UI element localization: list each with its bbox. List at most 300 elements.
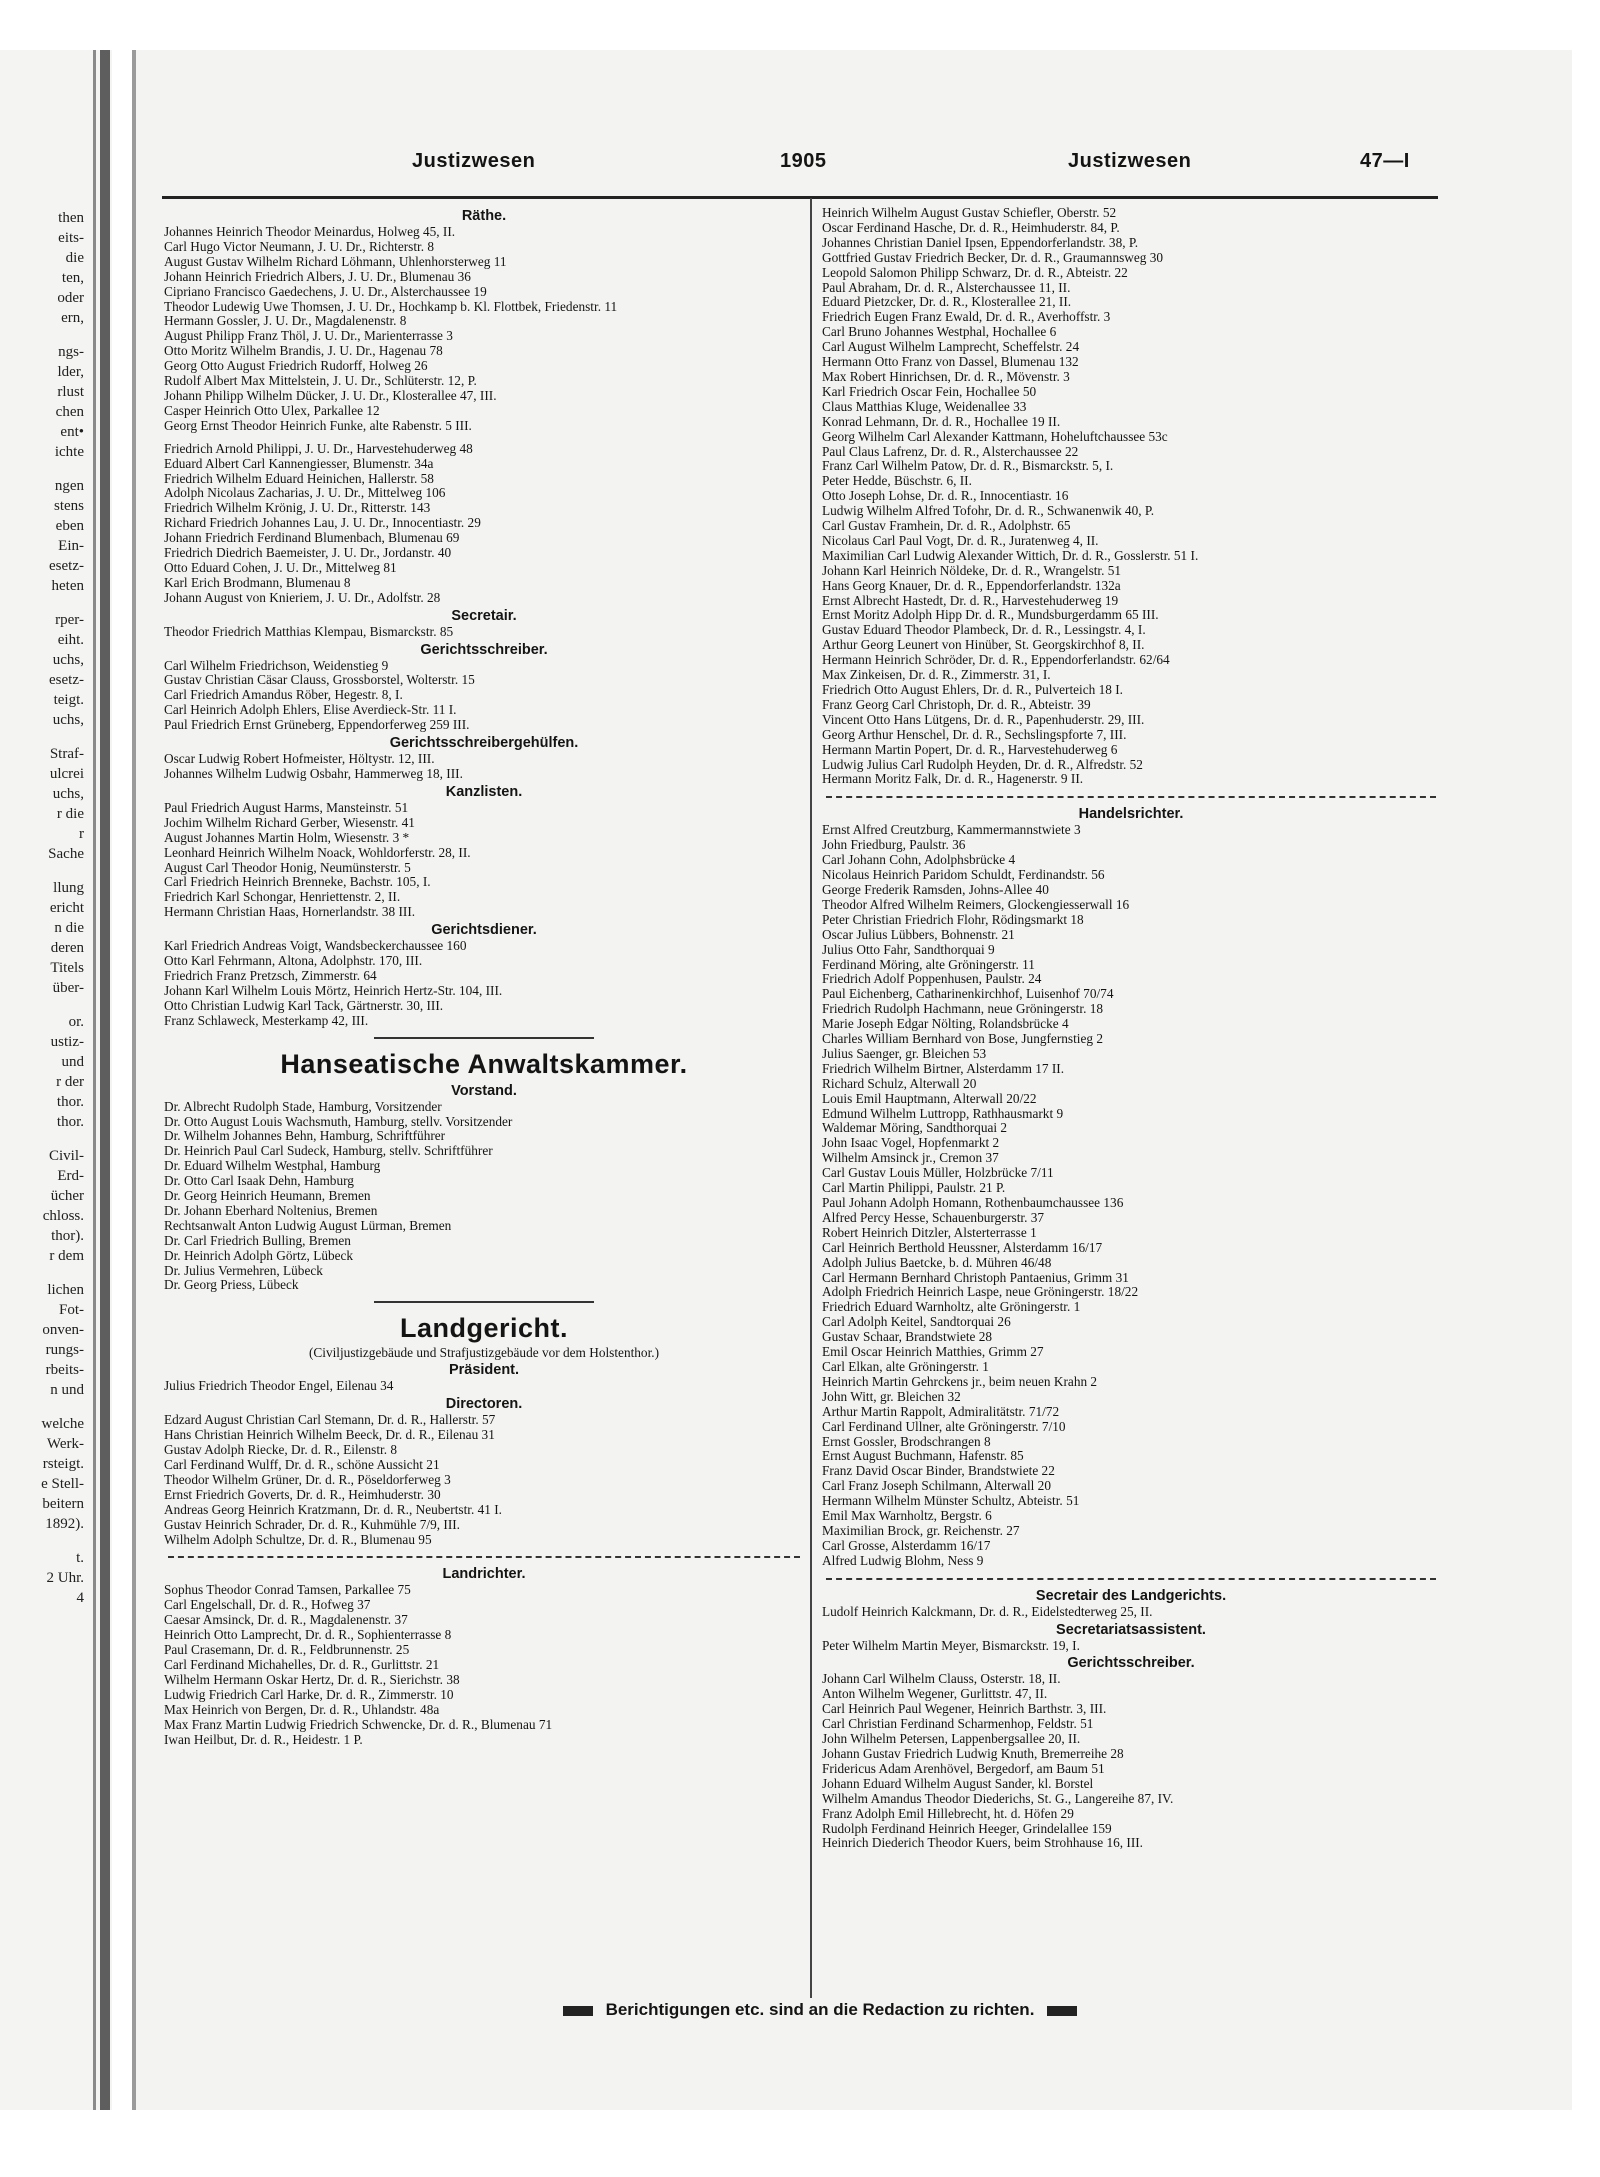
list-item: Franz Carl Wilhelm Patow, Dr. d. R., Bismarckstr. 5, I. — [822, 459, 1114, 474]
anwaltskammer-title: Hanseatische Anwaltskammer. — [280, 1048, 688, 1079]
list-item: Hans Georg Knauer, Dr. d. R., Eppendorferlandstr. 132a — [822, 578, 1121, 593]
margin-fragment: stens — [54, 498, 84, 514]
dashed-separator — [826, 796, 1436, 798]
list-item: August Gustav Wilhelm Richard Löhmann, Uhlenhorsterweg 11 — [164, 254, 507, 269]
previous-page-edge — [0, 50, 112, 2110]
header-rule — [162, 196, 1438, 199]
list-item: Oscar Julius Lübbers, Bohnenstr. 21 — [822, 927, 1015, 942]
section-title-secretair: Secretair. — [451, 607, 517, 624]
margin-fragment: lichen — [47, 1282, 84, 1298]
directoren-list — [164, 1413, 804, 1547]
margin-fragment: Sache — [48, 846, 84, 862]
list-item: Paul Friedrich Ernst Grüneberg, Eppendorferweg 259 III. — [164, 718, 470, 733]
list-item: Otto Christian Ludwig Karl Tack, Gärtnerstr. 30, III. — [164, 998, 444, 1013]
section-title-assistent: Secretariatsassistent. — [1056, 1621, 1206, 1638]
list-item: Robert Heinrich Ditzler, Alsterterrasse 1 — [822, 1225, 1037, 1240]
landrichter-continued-list — [822, 206, 1440, 787]
list-item: Ferdinand Möring, alte Gröningerstr. 11 — [822, 957, 1035, 972]
raethe-list — [164, 225, 804, 434]
margin-fragment: ichte — [54, 444, 84, 460]
margin-fragment: rbeits- — [45, 1362, 84, 1378]
list-item: Peter Wilhelm Martin Meyer, Bismarckstr. 19, I. — [822, 1638, 1080, 1653]
margin-fragment: uchs, — [52, 652, 84, 668]
margin-fragment: deren — [50, 940, 84, 956]
list-item: Carl Gustav Louis Müller, Holzbrücke 7/11 — [822, 1166, 1054, 1181]
margin-fragment: chen — [55, 404, 84, 420]
list-item: Ernst Friedrich Goverts, Dr. d. R., Heimhuderstr. 30 — [164, 1487, 441, 1502]
gerichtsschreiber-lg-list — [822, 1672, 1440, 1851]
margin-fragment: oder — [57, 290, 84, 306]
list-item: Charles William Bernhard von Bose, Jungfernstieg 2 — [822, 1032, 1103, 1047]
list-item: Konrad Lehmann, Dr. d. R., Hochallee 19 II. — [822, 414, 1061, 429]
right-column — [822, 206, 1440, 1851]
section-title-handelsrichter: Handelsrichter. — [1078, 806, 1184, 823]
list-item: Peter Christian Friedrich Flohr, Rödingsmarkt 18 — [822, 912, 1084, 927]
list-item: Carl Adolph Keitel, Sandtorquai 26 — [822, 1315, 1011, 1330]
list-item: Arthur Georg Leunert von Hinüber, St. Georgskirchhof 8, II. — [822, 638, 1145, 653]
list-item: Caesar Amsinck, Dr. d. R., Magdalenenstr. 37 — [164, 1613, 408, 1628]
list-item: Friedrich Arnold Philippi, J. U. Dr., Harvestehuderweg 48 — [164, 441, 473, 456]
list-item: Johannes Wilhelm Ludwig Osbahr, Hammerweg 18, III. — [164, 767, 463, 781]
margin-fragment: ern, — [61, 310, 84, 326]
list-item: Hermann Christian Haas, Hornerlandstr. 38 III. — [164, 905, 416, 920]
list-item: Oscar Ferdinand Hasche, Dr. d. R., Heimhuderstr. 84, P. — [822, 220, 1120, 235]
list-item: Claus Matthias Kluge, Weidenallee 33 — [822, 399, 1027, 414]
praesident-list — [164, 1379, 804, 1394]
list-item: Dr. Heinrich Adolph Görtz, Lübeck — [164, 1248, 354, 1263]
list-item: Louis Emil Hauptmann, Alterwall 20/22 — [822, 1091, 1037, 1106]
list-item: Carl Johann Cohn, Adolphsbrücke 4 — [822, 853, 1016, 868]
list-item: Marie Joseph Edgar Nölting, Rolandsbrücke 4 — [822, 1017, 1069, 1032]
list-item: August Carl Theodor Honig, Neumünsterstr. 5 — [164, 860, 411, 875]
list-item: Ludwig Wilhelm Alfred Tofohr, Dr. d. R., Schwanenwik 40, P. — [822, 504, 1155, 519]
left-column — [164, 206, 804, 1747]
list-item: Franz Georg Carl Christoph, Dr. d. R., Abteistr. 39 — [822, 697, 1091, 712]
handelsrichter-list — [822, 823, 1440, 1568]
list-item: Casper Heinrich Otto Ulex, Parkallee 12 — [164, 403, 380, 418]
list-item: Heinrich Martin Gehrckens jr., beim neuen Krahn 2 — [822, 1374, 1098, 1389]
list-item: Carl Ferdinand Wulff, Dr. d. R., schöne Aussicht 21 — [164, 1458, 440, 1472]
list-item: Hermann Gossler, J. U. Dr., Magdalenenstr. 8 — [164, 314, 407, 329]
list-item: Johann Philipp Wilhelm Dücker, J. U. Dr., Klosterallee 47, III. — [164, 388, 497, 403]
list-item: Gustav Heinrich Schrader, Dr. d. R., Kuhmühle 7/9, III. — [164, 1517, 460, 1532]
margin-fragment: 2 Uhr. — [46, 1570, 84, 1586]
list-item: Ernst Moritz Adolph Hipp Dr. d. R., Mundsburgerdamm 65 III. — [822, 608, 1159, 623]
list-item: Andreas Georg Heinrich Kratzmann, Dr. d. R., Neubertstr. 41 I. — [164, 1502, 502, 1517]
list-item: Johann Carl Wilhelm Clauss, Osterstr. 18, II. — [822, 1672, 1061, 1687]
dashed-separator — [168, 1556, 800, 1558]
list-item: John Witt, gr. Bleichen 32 — [822, 1389, 961, 1404]
list-item: Richard Friedrich Johannes Lau, J. U. Dr., Innocentiastr. 29 — [164, 516, 481, 531]
list-item: Carl Ferdinand Ullner, alte Gröningerstr. 7/10 — [822, 1419, 1066, 1434]
margin-fragment: Ein- — [58, 538, 84, 554]
list-item: Wilhelm Adolph Schultze, Dr. d. R., Blumenau 95 — [164, 1532, 432, 1547]
list-item: Carl Martin Philippi, Paulstr. 21 P. — [822, 1181, 1006, 1196]
margin-fragment: 4 — [76, 1590, 84, 1606]
list-item: John Isaac Vogel, Hopfenmarkt 2 — [822, 1136, 1000, 1151]
list-item: Dr. Heinrich Paul Carl Sudeck, Hamburg, stellv. Schriftführer — [164, 1144, 493, 1159]
list-item: Dr. Albrecht Rudolph Stade, Hamburg, Vorsitzender — [164, 1099, 442, 1114]
list-item: John Friedburg, Paulstr. 36 — [822, 838, 966, 853]
list-item: Oscar Ludwig Robert Hofmeister, Höltystr. 12, III. — [164, 752, 435, 767]
list-item: Julius Friedrich Theodor Engel, Eilenau 34 — [164, 1379, 394, 1394]
list-item: Cipriano Francisco Gaedechens, J. U. Dr., Alsterchaussee 19 — [164, 284, 487, 299]
list-item: Fridericus Adam Arenhövel, Bergedorf, am Baum 51 — [822, 1761, 1105, 1776]
footer-text: Berichtigungen etc. sind an die Redaction zu richten. — [605, 2000, 1035, 2019]
section-title-gerichtsschreiber-lg: Gerichtsschreiber. — [1067, 1655, 1195, 1672]
margin-fragment: Civil- — [48, 1148, 84, 1164]
list-item: Theodor Ludewig Uwe Thomsen, J. U. Dr., Hochkamp b. Kl. Flottbek, Friedenstr. 11 — [164, 299, 618, 314]
list-item: Dr. Georg Priess, Lübeck — [164, 1278, 299, 1293]
section-title-gerichtsdiener: Gerichtsdiener. — [431, 922, 537, 939]
list-item: Anton Wilhelm Wegener, Gurlittstr. 47, II. — [822, 1687, 1048, 1702]
list-item: Edmund Wilhelm Luttropp, Rathhausmarkt 9 — [822, 1106, 1064, 1121]
list-item: Carl Elkan, alte Gröningerstr. 1 — [822, 1359, 989, 1374]
list-item: Julius Saenger, gr. Bleichen 53 — [822, 1046, 987, 1061]
list-item: Paul Eichenberg, Catharinenkirchhof, Luisenhof 70/74 — [822, 987, 1114, 1002]
list-item: Johannes Heinrich Theodor Meinardus, Holweg 45, II. — [164, 225, 456, 239]
section-title-directoren: Directoren. — [445, 1396, 523, 1413]
list-item: Johann August von Knieriem, J. U. Dr., Adolfstr. 28 — [164, 590, 441, 605]
list-item: Maximilian Carl Ludwig Alexander Wittich, Dr. d. R., Gosslerstr. 51 I. — [822, 548, 1199, 563]
list-item: Carl Bruno Johannes Westphal, Hochallee 6 — [822, 325, 1057, 340]
margin-fragment: die — [65, 250, 84, 266]
list-item: Rechtsanwalt Anton Ludwig August Lürman, Bremen — [164, 1218, 452, 1233]
list-item: Carl Hugo Victor Neumann, J. U. Dr., Richterstr. 8 — [164, 239, 435, 254]
list-item: Carl August Wilhelm Lamprecht, Scheffelstr. 24 — [822, 340, 1080, 355]
list-item: Carl Hermann Bernhard Christoph Pantaenius, Grimm 31 — [822, 1270, 1129, 1285]
list-item: Dr. Otto August Louis Wachsmuth, Hamburg, stellv. Vorsitzender — [164, 1114, 513, 1129]
list-item: Otto Karl Fehrmann, Altona, Adolphstr. 170, III. — [164, 954, 423, 969]
list-item: Paul Crasemann, Dr. d. R., Feldbrunnenstr. 25 — [164, 1643, 410, 1658]
list-item: Emil Oscar Heinrich Matthies, Grimm 27 — [822, 1345, 1044, 1360]
list-item: Franz David Oscar Binder, Brandstwiete 22 — [822, 1464, 1055, 1479]
margin-fragment: rungs- — [45, 1342, 84, 1358]
margin-fragment: Erd- — [57, 1168, 84, 1184]
assistent-list — [822, 1639, 1440, 1654]
list-item: Max Zinkeisen, Dr. d. R., Zimmerstr. 31, I. — [822, 668, 1051, 683]
secretair-list — [164, 625, 804, 640]
list-item: Friedrich Franz Pretzsch, Zimmerstr. 64 — [164, 968, 377, 983]
list-item: Rudolf Albert Max Mittelstein, J. U. Dr., Schlüterstr. 12, P. — [164, 374, 477, 389]
margin-fragment: esetz- — [49, 558, 84, 574]
list-item: Friedrich Otto August Ehlers, Dr. d. R., Pulverteich 18 I. — [822, 683, 1123, 697]
list-item: Gustav Eduard Theodor Plambeck, Dr. d. R., Lessingstr. 4, I. — [822, 623, 1146, 638]
margin-fragment: lder, — [57, 364, 84, 380]
list-item: George Frederik Ramsden, Johns-Allee 40 — [822, 882, 1049, 897]
list-item: Johann Heinrich Friedrich Albers, J. U. Dr., Blumenau 36 — [164, 269, 471, 284]
list-item: Carl Wilhelm Friedrichson, Weidenstieg 9 — [164, 658, 389, 673]
margin-fragment: ericht — [49, 900, 84, 916]
list-item: Adolph Nicolaus Zacharias, J. U. Dr., Mittelweg 106 — [164, 486, 446, 501]
list-item: Johann Eduard Wilhelm August Sander, kl. Borstel — [822, 1776, 1094, 1791]
dashed-separator — [826, 1578, 1436, 1580]
section-title-kanzlisten: Kanzlisten. — [445, 783, 523, 800]
list-item: Nicolaus Heinrich Paridom Schuldt, Ferdinandstr. 56 — [822, 868, 1105, 883]
list-item: Hermann Otto Franz von Dassel, Blumenau 132 — [822, 355, 1079, 370]
margin-fragment: llung — [53, 880, 84, 896]
list-item: Richard Schulz, Alterwall 20 — [822, 1076, 977, 1091]
divider-rule — [374, 1301, 594, 1303]
list-item: Georg Arthur Henschel, Dr. d. R., Sechslingspforte 7, III. — [822, 727, 1127, 742]
list-item: Dr. Johann Eberhard Noltenius, Bremen — [164, 1203, 378, 1218]
gerichtsdiener-list — [164, 939, 804, 1028]
landrichter-list — [164, 1583, 804, 1747]
list-item: Hermann Heinrich Schröder, Dr. d. R., Eppendorferlandstr. 62/64 — [822, 653, 1170, 668]
list-item: Vincent Otto Hans Lütgens, Dr. d. R., Papenhuderstr. 29, III. — [822, 712, 1145, 727]
list-item: Sophus Theodor Conrad Tamsen, Parkallee 75 — [164, 1583, 411, 1598]
list-item: Carl Christian Ferdinand Scharmenhop, Feldstr. 51 — [822, 1717, 1094, 1732]
margin-fragment: Werk- — [46, 1436, 84, 1452]
margin-fragment: ulcrei — [49, 766, 84, 782]
list-item: Nicolaus Carl Paul Vogt, Dr. d. R., Juratenweg 4, II. — [822, 533, 1099, 548]
page-header — [140, 150, 1440, 184]
section-title-raethe: Räthe. — [461, 208, 507, 224]
list-item: Karl Erich Brodmann, Blumenau 8 — [164, 575, 351, 590]
margin-fragment: then — [58, 210, 84, 226]
list-item: Waldemar Möring, Sandthorquai 2 — [822, 1121, 1008, 1136]
margin-fragment: ücher — [50, 1188, 84, 1204]
margin-fragment: n und — [50, 1382, 84, 1398]
list-item: Carl Friedrich Heinrich Brenneke, Bachstr. 105, I. — [164, 875, 431, 890]
list-item: Theodor Alfred Wilhelm Reimers, Glockengiesserwall 16 — [822, 897, 1130, 912]
list-item: Friedrich Eduard Warnholtz, alte Gröningerstr. 1 — [822, 1300, 1081, 1315]
list-item: Wilhelm Amsinck jr., Cremon 37 — [822, 1151, 999, 1166]
list-item: Gustav Christian Cäsar Clauss, Grossborstel, Wolterstr. 15 — [164, 673, 475, 688]
list-item: Friedrich Eugen Franz Ewald, Dr. d. R., Averhoffstr. 3 — [822, 310, 1111, 325]
section-title-landrichter: Landrichter. — [442, 1566, 526, 1583]
list-item: Hermann Wilhelm Münster Schultz, Abteistr. 51 — [822, 1494, 1080, 1509]
divider-rule — [374, 1037, 594, 1039]
margin-fragment: über- — [52, 980, 84, 996]
list-item: Carl Franz Joseph Schilmann, Alterwall 20 — [822, 1479, 1051, 1494]
list-item: Carl Friedrich Amandus Röber, Hegestr. 8, I. — [164, 688, 403, 703]
section-title-secretair-landgericht: Secretair des Landgerichts. — [1035, 1587, 1227, 1604]
list-item: Hans Christian Heinrich Wilhelm Beeck, Dr. d. R., Eilenau 31 — [164, 1428, 495, 1443]
margin-fragment: eits- — [58, 230, 84, 246]
vorstand-list — [164, 1100, 804, 1294]
list-item: Julius Otto Fahr, Sandthorquai 9 — [822, 942, 995, 957]
secretair-landgericht-list — [822, 1605, 1440, 1620]
margin-fragment: thor). — [51, 1228, 84, 1244]
pointing-hand-icon — [563, 2006, 593, 2016]
list-item: Rudolph Ferdinand Heinrich Heeger, Grindelallee 159 — [822, 1821, 1112, 1836]
list-item: Ernst Alfred Creutzburg, Kammermannstwiete 3 — [822, 823, 1081, 838]
list-item: Ernst August Buchmann, Hafenstr. 85 — [822, 1449, 1024, 1464]
margin-fragment: 1892). — [45, 1516, 84, 1532]
list-item: Ludolf Heinrich Kalckmann, Dr. d. R., Eidelstedterweg 25, II. — [822, 1604, 1153, 1619]
list-item: Friedrich Karl Schongar, Henriettenstr. 2, II. — [164, 890, 401, 905]
footer-notice — [420, 2000, 1220, 2028]
list-item: Gottfried Gustav Friedrich Becker, Dr. d. R., Graumannsweg 30 — [822, 250, 1164, 265]
list-item: Iwan Heilbut, Dr. d. R., Heidestr. 1 P. — [164, 1732, 363, 1747]
list-item: Otto Eduard Cohen, J. U. Dr., Mittelweg 81 — [164, 560, 397, 575]
list-item: Gustav Schaar, Brandstwiete 28 — [822, 1330, 993, 1345]
list-item: Karl Friedrich Andreas Voigt, Wandsbeckerchaussee 160 — [164, 939, 467, 954]
section-title-gerichtsschreiber: Gerichtsschreiber. — [420, 641, 548, 658]
list-item: Dr. Otto Carl Isaak Dehn, Hamburg — [164, 1174, 354, 1189]
list-item: Heinrich Wilhelm August Gustav Schiefler, Oberstr. 52 — [822, 206, 1117, 220]
margin-fragment: heten — [51, 578, 84, 594]
list-item: Carl Ferdinand Michahelles, Dr. d. R., Gurlittstr. 21 — [164, 1657, 440, 1672]
list-item: Adolph Julius Baetcke, b. d. Mühren 46/48 — [822, 1255, 1052, 1270]
margin-fragment: e Stell- — [41, 1476, 84, 1492]
list-item: Hermann Moritz Falk, Dr. d. R., Hagenerstr. 9 II. — [822, 772, 1084, 787]
list-item: John Wilhelm Petersen, Lappenbergsallee 20, II. — [822, 1732, 1081, 1747]
list-item: Franz Schlaweck, Mesterkamp 42, III. — [164, 1013, 369, 1028]
list-item: Adolph Friedrich Heinrich Laspe, neue Gröningerstr. 18/22 — [822, 1285, 1139, 1300]
list-item: Eduard Pietzcker, Dr. d. R., Klosterallee 21, II. — [822, 295, 1072, 310]
header-year: 1905 — [780, 150, 827, 172]
list-item: Emil Max Warnholtz, Bergstr. 6 — [822, 1509, 992, 1524]
margin-fragment: ten, — [61, 270, 84, 286]
raethe-list-2 — [164, 442, 804, 606]
section-title-gehuelfen: Gerichtsschreibergehülfen. — [389, 735, 579, 752]
list-item: Edzard August Christian Carl Stemann, Dr. d. R., Hallerstr. 57 — [164, 1413, 496, 1428]
list-item: Max Heinrich von Bergen, Dr. d. R., Uhlandstr. 48a — [164, 1702, 440, 1717]
list-item: Dr. Eduard Wilhelm Westphal, Hamburg — [164, 1159, 381, 1174]
list-item: Carl Engelschall, Dr. d. R., Hofweg 37 — [164, 1598, 371, 1613]
margin-fragment: onven- — [42, 1322, 84, 1338]
list-item: Carl Heinrich Adolph Ehlers, Elise Averdieck-Str. 11 I. — [164, 703, 457, 718]
list-item: Friedrich Adolf Poppenhusen, Paulstr. 24 — [822, 972, 1042, 987]
margin-fragment: r dem — [49, 1248, 84, 1264]
list-item: Alfred Percy Hesse, Schauenburgerstr. 37 — [822, 1210, 1045, 1225]
list-item: Heinrich Diederich Theodor Kuers, beim Strohhause 16, III. — [822, 1836, 1144, 1851]
margin-fragment: teigt. — [53, 692, 84, 708]
list-item: Friedrich Wilhelm Krönig, J. U. Dr., Ritterstr. 143 — [164, 501, 431, 516]
list-item: Hermann Martin Popert, Dr. d. R., Harvestehuderweg 6 — [822, 742, 1118, 757]
list-item: Otto Moritz Wilhelm Brandis, J. U. Dr., Hagenau 78 — [164, 344, 443, 359]
list-item: Friedrich Wilhelm Birtner, Alsterdamm 17 II. — [822, 1061, 1065, 1076]
list-item: Jochim Wilhelm Richard Gerber, Wiesenstr. 41 — [164, 815, 415, 830]
margin-fragment: ngen — [54, 478, 84, 494]
list-item: Paul Claus Lafrenz, Dr. d. R., Alsterchaussee 22 — [822, 444, 1079, 459]
margin-fragment: uchs, — [52, 786, 84, 802]
landgericht-subtitle: (Civiljustizgebäude und Strafjustizgebäude vor dem Holstenthor.) — [308, 1345, 660, 1361]
margin-fragment: rper- — [55, 612, 84, 628]
list-item: Peter Hedde, Büschstr. 6, II. — [822, 474, 972, 489]
list-item: Ludwig Julius Carl Rudolph Heyden, Dr. d. R., Alfredstr. 52 — [822, 757, 1143, 772]
list-item: Johann Friedrich Ferdinand Blumenbach, Blumenau 69 — [164, 531, 460, 546]
margin-fragment: Straf- — [49, 746, 84, 762]
list-item: August Johannes Martin Holm, Wiesenstr. 3 * — [164, 830, 410, 845]
list-item: Leonhard Heinrich Wilhelm Noack, Wohldorferstr. 28, II. — [164, 845, 471, 860]
list-item: Georg Ernst Theodor Heinrich Funke, alte Rabenstr. 5 III. — [164, 418, 472, 433]
gerichtsschreiber-list — [164, 659, 804, 734]
margin-fragment: t. — [76, 1550, 84, 1566]
list-item: Ernst Gossler, Brodschrangen 8 — [822, 1434, 991, 1449]
list-item: Max Franz Martin Ludwig Friedrich Schwencke, Dr. d. R., Blumenau 71 — [164, 1717, 553, 1732]
list-item: Alfred Ludwig Blohm, Ness 9 — [822, 1553, 984, 1568]
list-item: Johann Gustav Friedrich Ludwig Knuth, Bremerreihe 28 — [822, 1747, 1124, 1761]
margin-fragment: rsteigt. — [42, 1456, 84, 1472]
page-number: 47—I — [1360, 150, 1410, 172]
column-rule — [810, 198, 812, 1998]
list-item: Karl Friedrich Oscar Fein, Hochallee 50 — [822, 384, 1037, 399]
margin-fragment: ustiz- — [50, 1034, 84, 1050]
margin-fragment: ngs- — [58, 344, 84, 360]
list-item: Georg Otto August Friedrich Rudorff, Holweg 26 — [164, 359, 428, 374]
margin-fragment: thor. — [56, 1094, 84, 1110]
list-item: Johann Karl Wilhelm Louis Mörtz, Heinrich Hertz-Str. 104, III. — [164, 983, 503, 998]
list-item: Friedrich Diedrich Baemeister, J. U. Dr., Jordanstr. 40 — [164, 546, 452, 561]
section-title-vorstand: Vorstand. — [451, 1082, 517, 1099]
margin-fragment: n die — [54, 920, 84, 936]
list-item: Heinrich Otto Lamprecht, Dr. d. R., Sophienterrasse 8 — [164, 1628, 452, 1643]
list-item: Wilhelm Amandus Theodor Diederichs, St. G., Langereihe 87, IV. — [822, 1791, 1174, 1806]
list-item: Dr. Carl Friedrich Bulling, Bremen — [164, 1233, 351, 1248]
list-item: Carl Grosse, Alsterdamm 16/17 — [822, 1538, 991, 1553]
pointing-hand-icon — [1047, 2006, 1077, 2016]
margin-fragment: eiht. — [57, 632, 84, 648]
list-item: Ernst Albrecht Hastedt, Dr. d. R., Harvestehuderweg 19 — [822, 593, 1119, 608]
margin-fragment: or. — [68, 1014, 84, 1030]
list-item: Maximilian Brock, gr. Reichenstr. 27 — [822, 1523, 1020, 1538]
list-item: Franz Adolph Emil Hillebrecht, ht. d. Höfen 29 — [822, 1806, 1074, 1821]
list-item: Eduard Albert Carl Kannengiesser, Blumenstr. 34a — [164, 456, 434, 471]
margin-fragment: und — [61, 1054, 84, 1070]
list-item: Ludwig Friedrich Carl Harke, Dr. d. R., Zimmerstr. 10 — [164, 1687, 454, 1702]
list-item: Leopold Salomon Philipp Schwarz, Dr. d. R., Abteistr. 22 — [822, 265, 1128, 280]
margin-fragment: Titels — [50, 960, 84, 976]
margin-fragment: thor. — [56, 1114, 84, 1130]
list-item: Carl Heinrich Berthold Heussner, Alsterdamm 16/17 — [822, 1240, 1103, 1255]
list-item: Carl Heinrich Paul Wegener, Heinrich Barthstr. 3, III. — [822, 1702, 1107, 1717]
section-title-praesident: Präsident. — [448, 1362, 520, 1379]
list-item: Gustav Adolph Riecke, Dr. d. R., Eilenstr. 8 — [164, 1443, 398, 1458]
list-item: Johann Karl Heinrich Nöldeke, Dr. d. R., Wrangelstr. 51 — [822, 563, 1122, 578]
gehuelfen-list — [164, 752, 804, 782]
landgericht-title: Landgericht. — [399, 1313, 568, 1344]
margin-fragment: ent• — [60, 424, 84, 440]
page-edge — [132, 50, 136, 2110]
list-item: Friedrich Rudolph Hachmann, neue Gröningerstr. 18 — [822, 1002, 1104, 1017]
margin-fragment: eben — [55, 518, 84, 534]
margin-fragment: beitern — [42, 1496, 84, 1512]
margin-fragment: uchs, — [52, 712, 84, 728]
margin-fragment: Fot- — [58, 1302, 84, 1318]
list-item: August Philipp Franz Thöl, J. U. Dr., Marienterrasse 3 — [164, 329, 453, 344]
list-item: Johannes Christian Daniel Ipsen, Eppendorferlandstr. 38, P. — [822, 235, 1139, 250]
margin-fragment: r — [79, 826, 84, 842]
margin-fragment: esetz- — [49, 672, 84, 688]
margin-fragment: chloss. — [42, 1208, 84, 1224]
list-item: Dr. Wilhelm Johannes Behn, Hamburg, Schriftführer — [164, 1129, 446, 1144]
list-item: Dr. Georg Heinrich Heumann, Bremen — [164, 1189, 371, 1204]
margin-fragment: welche — [41, 1416, 84, 1432]
kanzlisten-list — [164, 801, 804, 920]
list-item: Paul Abraham, Dr. d. R., Alsterchaussee 11, II. — [822, 280, 1071, 295]
header-left-title: Justizwesen — [412, 150, 536, 172]
list-item: Wilhelm Hermann Oskar Hertz, Dr. d. R., Sierichstr. 38 — [164, 1672, 460, 1687]
list-item: Paul Friedrich August Harms, Mansteinstr. 51 — [164, 800, 409, 815]
list-item: Friedrich Wilhelm Eduard Heinichen, Hallerstr. 58 — [164, 471, 434, 486]
list-item: Theodor Wilhelm Grüner, Dr. d. R., Pöseldorferweg 3 — [164, 1472, 451, 1487]
list-item: Otto Joseph Lohse, Dr. d. R., Innocentiastr. 16 — [822, 489, 1069, 504]
list-item: Max Robert Hinrichsen, Dr. d. R., Mövenstr. 3 — [822, 369, 1070, 384]
margin-fragment: r der — [56, 1074, 84, 1090]
list-item: Carl Gustav Framhein, Dr. d. R., Adolphstr. 65 — [822, 519, 1071, 534]
margin-fragment: r die — [56, 806, 84, 822]
list-item: Paul Johann Adolph Homann, Rothenbaumchaussee 136 — [822, 1196, 1124, 1210]
margin-fragment: rlust — [57, 384, 84, 400]
list-item: Georg Wilhelm Carl Alexander Kattmann, Hoheluftchaussee 53c — [822, 429, 1168, 444]
list-item: Dr. Julius Vermehren, Lübeck — [164, 1263, 323, 1278]
list-item: Arthur Martin Rappolt, Admiralitätstr. 71/72 — [822, 1404, 1060, 1419]
header-right-title: Justizwesen — [1068, 150, 1192, 172]
list-item: Theodor Friedrich Matthias Klempau, Bismarckstr. 85 — [164, 624, 454, 639]
